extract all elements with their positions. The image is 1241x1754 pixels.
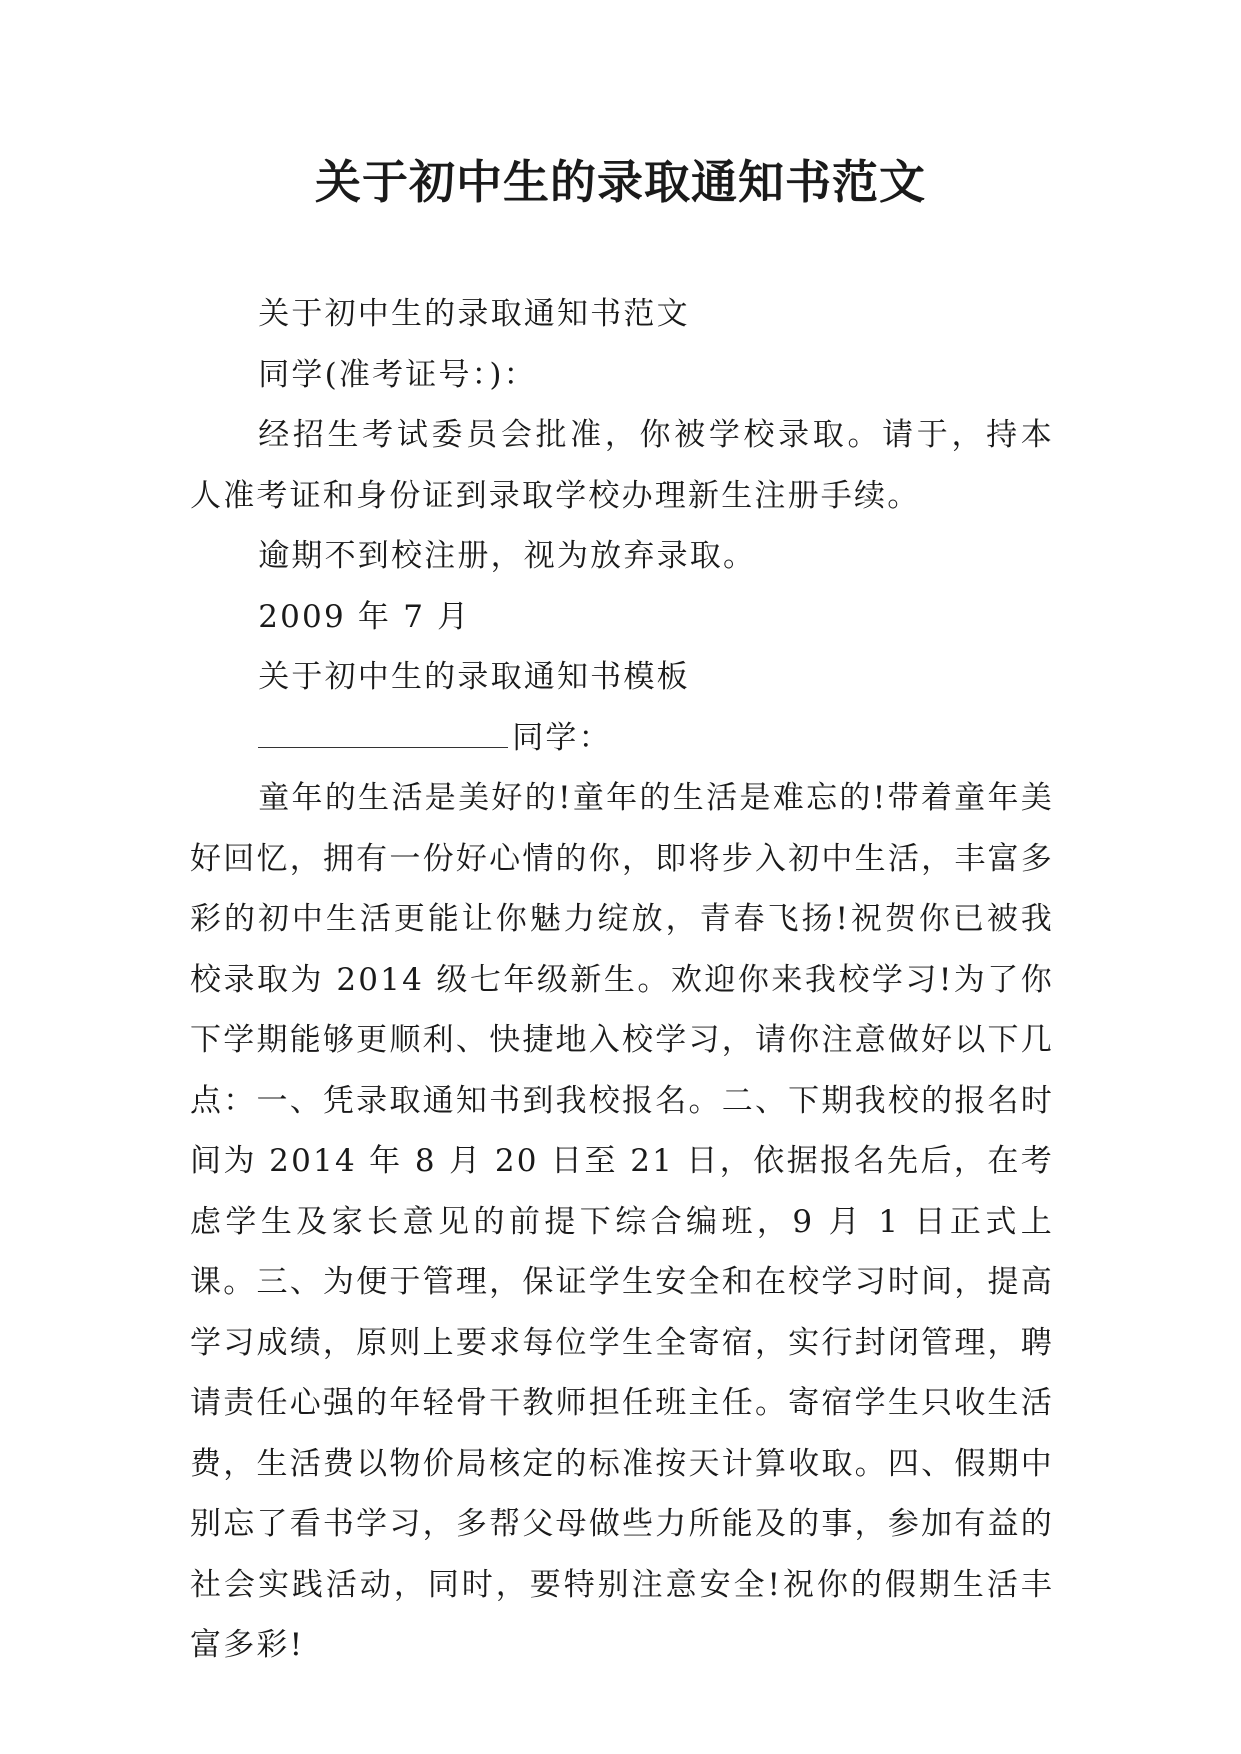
document-body <box>190 284 1054 1676</box>
paragraph-date: 2009 年 7 月 <box>258 598 471 635</box>
blank-salutation-text: 同学： <box>512 719 612 756</box>
name-blank-line <box>258 746 508 748</box>
paragraph-heading: 关于初中生的录取通知书范文 <box>258 296 690 332</box>
paragraph-template-heading: 关于初中生的录取通知书模板 <box>258 659 690 695</box>
paragraph-blank-salutation <box>190 708 1054 769</box>
document-title: 关于初中生的录取通知书范文 <box>315 155 926 209</box>
paragraph-deadline: 逾期不到校注册，视为放弃录取。 <box>258 538 757 574</box>
paragraph-salutation: 同学(准考证号：)： <box>258 356 537 393</box>
paragraph-letter-body: 童年的生活是美好的!童年的生活是难忘的!带着童年美好回忆，拥有一份好心情的你，即将步入初中生活，丰富多彩的初中生活更能让你魅力绽放，青春飞扬!祝贺你已被我校录取为 2014 级七年级新生。欢迎你来我校学习!为了你下学期能够更顺利、快捷地入校学习，请你注意做好以下几点：一、凭录取通知书到我校报名。二、下期我校的报名时间为 2014 年 8 月 20 日至 21 日，依据报名先后，在考虑学生及家长意见的前提下综合编班，9 月 1 日正式上课。三、为便于管理，保证学生安全和在校学习时间，提高学习成绩，原则上要求每位学生全寄宿，实行封闭管理，聘请责任心强的年轻骨干教师担任班主任。寄宿学生只收生活费，生活费以物价局核定的标准按天计算收取。四、假期中别忘了看书学习，多帮父母做些力所能及的事，参加有益的社会实践活动，同时，要特别注意安全!祝你的假期生活丰富多彩! <box>190 780 1054 1663</box>
paragraph-notice: 经招生考试委员会批准，你被学校录取。请于，持本人准考证和身份证到录取学校办理新生注册手续。 <box>190 417 1054 514</box>
